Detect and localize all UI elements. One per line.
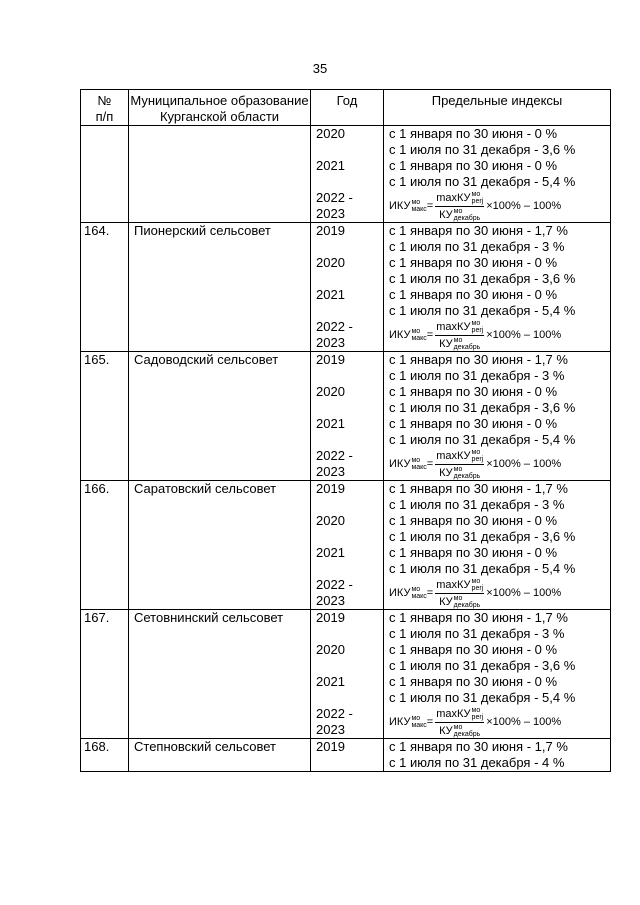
index-line: с 1 января по 30 июня - 0 % (389, 158, 558, 173)
index-period-group (389, 255, 610, 287)
index-line: с 1 июля по 31 декабря - 5,4 % (389, 690, 576, 705)
index-line: с 1 июля по 31 декабря - 3 % (389, 239, 565, 254)
year-label: 2020 (316, 255, 345, 270)
year-label: 2022 - 2023 (316, 577, 353, 608)
formula-denominator: КУ мо декабрь (439, 723, 481, 738)
formula-numerator: maxКУ мо perj (436, 190, 484, 205)
year-label: 2019 (316, 739, 345, 754)
index-period-group (389, 352, 610, 384)
index-formula: ИКУ мо макс = maxКУ мо perj КУ мо декабрь ×100% – 100% (389, 448, 562, 480)
index-line: с 1 июля по 31 декабря - 5,4 % (389, 174, 576, 189)
formula-numerator: maxКУ мо perj (436, 448, 484, 463)
formula-denominator: КУ мо декабрь (439, 207, 481, 222)
formula-fraction (435, 578, 484, 609)
year-label: 2020 (316, 126, 345, 141)
index-line: с 1 января по 30 июня - 1,7 % (389, 352, 568, 367)
index-period-group (389, 642, 610, 674)
year-label: 2019 (316, 610, 345, 625)
municipality-name: Садоводский сельсовет (129, 352, 311, 481)
year-label: 2019 (316, 223, 345, 238)
year-cell (311, 739, 384, 772)
index-period-group (389, 223, 610, 255)
table-row (81, 126, 611, 223)
index-formula: ИКУ мо макс = maxКУ мо perj КУ мо декабрь ×100% – 100% (389, 706, 562, 738)
formula-tail: ×100% – 100% (486, 329, 562, 341)
row-number: 164. (81, 223, 129, 352)
table-row (81, 352, 611, 481)
year-label: 2021 (316, 158, 345, 173)
index-period-group (389, 287, 610, 319)
index-period-group (389, 545, 610, 577)
indices-cell (384, 126, 611, 223)
formula-denominator: КУ мо декабрь (439, 336, 481, 351)
year-label: 2022 - 2023 (316, 190, 353, 221)
municipality-name: Саратовский сельсовет (129, 481, 311, 610)
index-period-group (389, 416, 610, 448)
header-number: № п/п (81, 90, 129, 126)
index-line: с 1 января по 30 июня - 0 % (389, 384, 558, 399)
index-line: с 1 июля по 31 декабря - 5,4 % (389, 303, 576, 318)
index-line: с 1 января по 30 июня - 1,7 % (389, 223, 568, 238)
index-formula: ИКУ мо макс = maxКУ мо perj КУ мо декабрь ×100% – 100% (389, 190, 562, 222)
index-line: с 1 июля по 31 декабря - 3 % (389, 368, 565, 383)
header-indices: Предельные индексы (384, 90, 611, 126)
index-line: с 1 января по 30 июня - 0 % (389, 416, 558, 431)
indices-cell (384, 223, 611, 352)
index-period-group (389, 513, 610, 545)
formula-lhs: ИКУ мо макс (389, 715, 427, 729)
formula-numerator: maxКУ мо perj (436, 577, 484, 592)
index-line: с 1 июля по 31 декабря - 3 % (389, 626, 565, 641)
year-cell (311, 223, 384, 352)
index-formula: ИКУ мо макс = maxКУ мо perj КУ мо декабрь ×100% – 100% (389, 319, 562, 351)
formula-numerator: maxКУ мо perj (436, 319, 484, 334)
indices-cell (384, 352, 611, 481)
year-label: 2020 (316, 642, 345, 657)
table-row (81, 481, 611, 610)
formula-tail: ×100% – 100% (486, 587, 562, 599)
year-cell (311, 126, 384, 223)
formula-fraction (435, 320, 484, 351)
index-period-group (389, 481, 610, 513)
index-line: с 1 января по 30 июня - 0 % (389, 674, 558, 689)
index-line: с 1 июля по 31 декабря - 3,6 % (389, 142, 576, 157)
indices-cell (384, 739, 611, 772)
year-label: 2022 - 2023 (316, 319, 353, 350)
table-row (81, 223, 611, 352)
table-row (81, 739, 611, 772)
year-cell (311, 481, 384, 610)
row-number: 167. (81, 610, 129, 739)
formula-fraction (435, 191, 484, 222)
page-number: 35 (312, 61, 328, 76)
index-line: с 1 января по 30 июня - 1,7 % (389, 739, 568, 754)
index-line: с 1 июля по 31 декабря - 3,6 % (389, 529, 576, 544)
formula-tail: ×100% – 100% (486, 458, 562, 470)
year-label: 2020 (316, 513, 345, 528)
index-line: с 1 июля по 31 декабря - 3,6 % (389, 271, 576, 286)
index-line: с 1 июля по 31 декабря - 4 % (389, 755, 565, 770)
index-period-group (389, 384, 610, 416)
year-label: 2021 (316, 416, 345, 431)
year-label: 2019 (316, 481, 345, 496)
row-number (81, 126, 129, 223)
formula-lhs: ИКУ мо макс (389, 199, 427, 213)
year-label: 2021 (316, 287, 345, 302)
index-line: с 1 января по 30 июня - 0 % (389, 255, 558, 270)
index-line: с 1 января по 30 июня - 0 % (389, 513, 558, 528)
year-label: 2021 (316, 545, 345, 560)
row-number: 168. (81, 739, 129, 772)
formula-lhs: ИКУ мо макс (389, 586, 427, 600)
index-line: с 1 июля по 31 декабря - 5,4 % (389, 432, 576, 447)
index-line: с 1 июля по 31 декабря - 3,6 % (389, 658, 576, 673)
table-body (81, 126, 611, 772)
formula-numerator: maxКУ мо perj (436, 706, 484, 721)
table-row (81, 610, 611, 739)
header-year: Год (311, 90, 384, 126)
year-label: 2020 (316, 384, 345, 399)
indices-cell (384, 481, 611, 610)
year-cell (311, 610, 384, 739)
row-number: 166. (81, 481, 129, 610)
index-line: с 1 января по 30 июня - 0 % (389, 126, 558, 141)
municipality-name: Пионерский сельсовет (129, 223, 311, 352)
index-line: с 1 января по 30 июня - 0 % (389, 642, 558, 657)
index-line: с 1 января по 30 июня - 1,7 % (389, 481, 568, 496)
municipality-name: Степновский сельсовет (129, 739, 311, 772)
header-municipality: Муниципальное образование Курганской области (129, 90, 311, 126)
index-period-group (389, 739, 610, 771)
municipality-name (129, 126, 311, 223)
year-label: 2021 (316, 674, 345, 689)
index-line: с 1 июля по 31 декабря - 3,6 % (389, 400, 576, 415)
formula-tail: ×100% – 100% (486, 716, 562, 728)
index-period-group (389, 126, 610, 158)
formula-lhs: ИКУ мо макс (389, 457, 427, 471)
index-period-group (389, 158, 610, 190)
row-number: 165. (81, 352, 129, 481)
formula-fraction (435, 707, 484, 738)
year-label: 2022 - 2023 (316, 448, 353, 479)
indices-cell (384, 610, 611, 739)
index-line: с 1 января по 30 июня - 0 % (389, 287, 558, 302)
formula-fraction (435, 449, 484, 480)
indices-table (80, 89, 611, 772)
formula-denominator: КУ мо декабрь (439, 594, 481, 609)
year-label: 2019 (316, 352, 345, 367)
year-label: 2022 - 2023 (316, 706, 353, 737)
index-line: с 1 января по 30 июня - 0 % (389, 545, 558, 560)
index-line: с 1 июля по 31 декабря - 5,4 % (389, 561, 576, 576)
index-period-group (389, 674, 610, 706)
index-formula: ИКУ мо макс = maxКУ мо perj КУ мо декабрь ×100% – 100% (389, 577, 562, 609)
municipality-name: Сетовнинский сельсовет (129, 610, 311, 739)
index-line: с 1 июля по 31 декабря - 3 % (389, 497, 565, 512)
index-period-group (389, 610, 610, 642)
formula-tail: ×100% – 100% (486, 200, 562, 212)
formula-lhs: ИКУ мо макс (389, 328, 427, 342)
index-line: с 1 января по 30 июня - 1,7 % (389, 610, 568, 625)
year-cell (311, 352, 384, 481)
table-header-row (81, 90, 611, 126)
formula-denominator: КУ мо декабрь (439, 465, 481, 480)
